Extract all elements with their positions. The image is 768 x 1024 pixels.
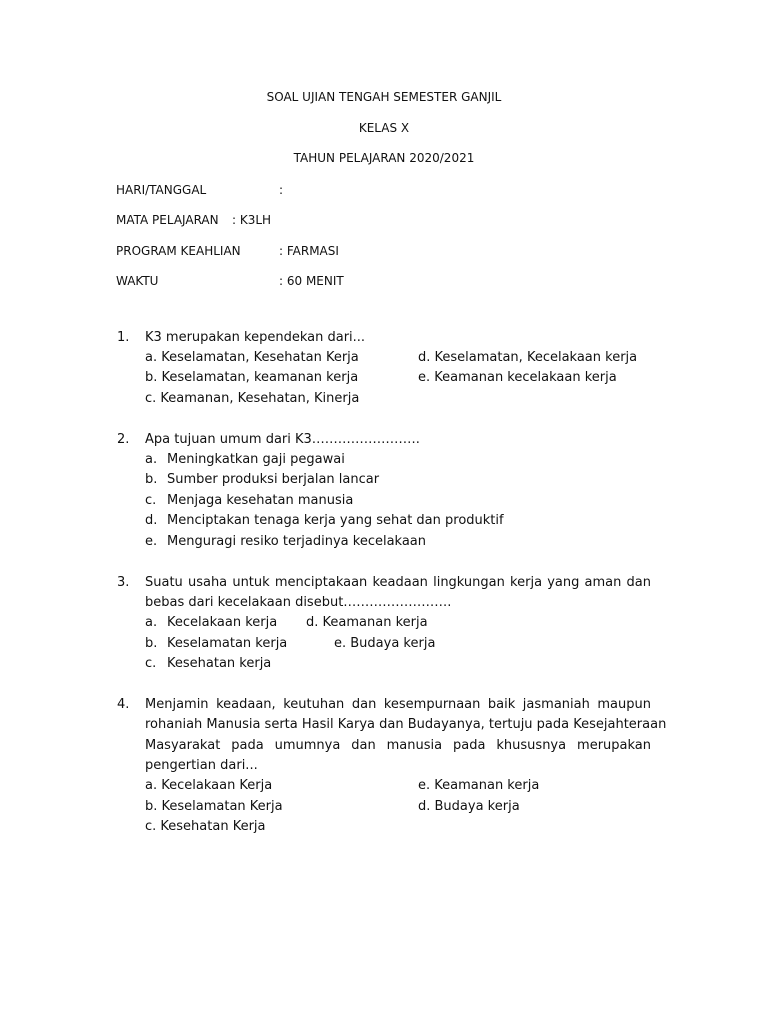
option-b-letter: b.	[145, 636, 158, 651]
option-e-text: Menguragi resiko terjadinya kecelakaan	[167, 534, 427, 549]
option-c: c. Kesehatan Kerja	[145, 819, 266, 834]
question-text-line-2: rohaniah Manusia serta Hasil Karya dan Budayanya, tertuju pada Kesejahteraan	[145, 717, 667, 732]
question-text-line-1: Suatu usaha untuk menciptakaan keadaan lingkungan kerja yang aman dan	[145, 575, 651, 590]
option-a-text: Meningkatkan gaji pegawai	[167, 452, 345, 467]
info-value-subject: : K3LH	[232, 213, 272, 227]
option-a: a. Kecelakaan Kerja	[145, 778, 273, 793]
option-b-text: Sumber produksi berjalan lancar	[167, 472, 380, 487]
option-c-text: Menjaga kesehatan manusia	[167, 493, 354, 508]
info-label-subject: MATA PELAJARAN	[116, 213, 219, 227]
info-label-time: WAKTU	[116, 274, 159, 288]
option-d-text: Menciptakan tenaga kerja yang sehat dan produktif	[167, 513, 504, 528]
exam-title: SOAL UJIAN TENGAH SEMESTER GANJIL	[266, 90, 502, 104]
option-d-text: d. Keamanan kerja	[306, 615, 428, 630]
option-a: a. Keselamatan, Kesehatan Kerja	[145, 350, 359, 365]
option-a-letter: a.	[145, 615, 158, 630]
option-d-letter: d.	[145, 513, 158, 528]
question-number: 4.	[117, 697, 130, 712]
option-e-text: e. Budaya kerja	[334, 636, 436, 651]
info-value-date: :	[279, 183, 284, 197]
info-value-time: : 60 MENIT	[279, 274, 344, 288]
option-b-letter: b.	[145, 472, 158, 487]
option-e-letter: e.	[145, 534, 158, 549]
info-value-program: : FARMASI	[279, 244, 339, 258]
question-text-line-3: Masyarakat pada umumnya dan manusia pada khususnya merupakan	[145, 738, 651, 753]
question-number: 2.	[117, 432, 130, 447]
question-number: 3.	[117, 575, 130, 590]
option-b: b. Keselamatan, keamanan kerja	[145, 370, 359, 385]
option-c-text: Kesehatan kerja	[167, 656, 272, 671]
info-label-program: PROGRAM KEAHLIAN	[116, 244, 241, 258]
option-e: e. Keamanan kecelakaan kerja	[418, 370, 617, 385]
option-d: d. Budaya kerja	[418, 799, 520, 814]
option-e: e. Keamanan kerja	[418, 778, 540, 793]
info-label-date: HARI/TANGGAL	[116, 183, 207, 197]
question-text: Apa tujuan umum dari K3…………………….	[145, 432, 420, 447]
option-c-letter: c.	[145, 493, 157, 508]
question-text-line-4: pengertian dari...	[145, 758, 258, 773]
question-number: 1.	[117, 330, 130, 345]
option-b: b. Keselamatan Kerja	[145, 799, 283, 814]
option-a-text: Kecelakaan kerja	[167, 615, 278, 630]
option-d: d. Keselamatan, Kecelakaan kerja	[418, 350, 638, 365]
option-c-letter: c.	[145, 656, 157, 671]
question-text-line-2: bebas dari kecelakaan disebut…………………….	[145, 595, 452, 610]
question-text-line-1: Menjamin keadaan, keutuhan dan kesempurnaan baik jasmaniah maupun	[145, 697, 651, 712]
school-year: TAHUN PELAJARAN 2020/2021	[293, 151, 475, 165]
option-b-text: Keselamatan kerja	[167, 636, 288, 651]
class-label: KELAS X	[358, 121, 410, 135]
option-c: c. Keamanan, Kesehatan, Kinerja	[145, 391, 360, 406]
option-a-letter: a.	[145, 452, 158, 467]
question-text: K3 merupakan kependekan dari...	[145, 330, 366, 345]
